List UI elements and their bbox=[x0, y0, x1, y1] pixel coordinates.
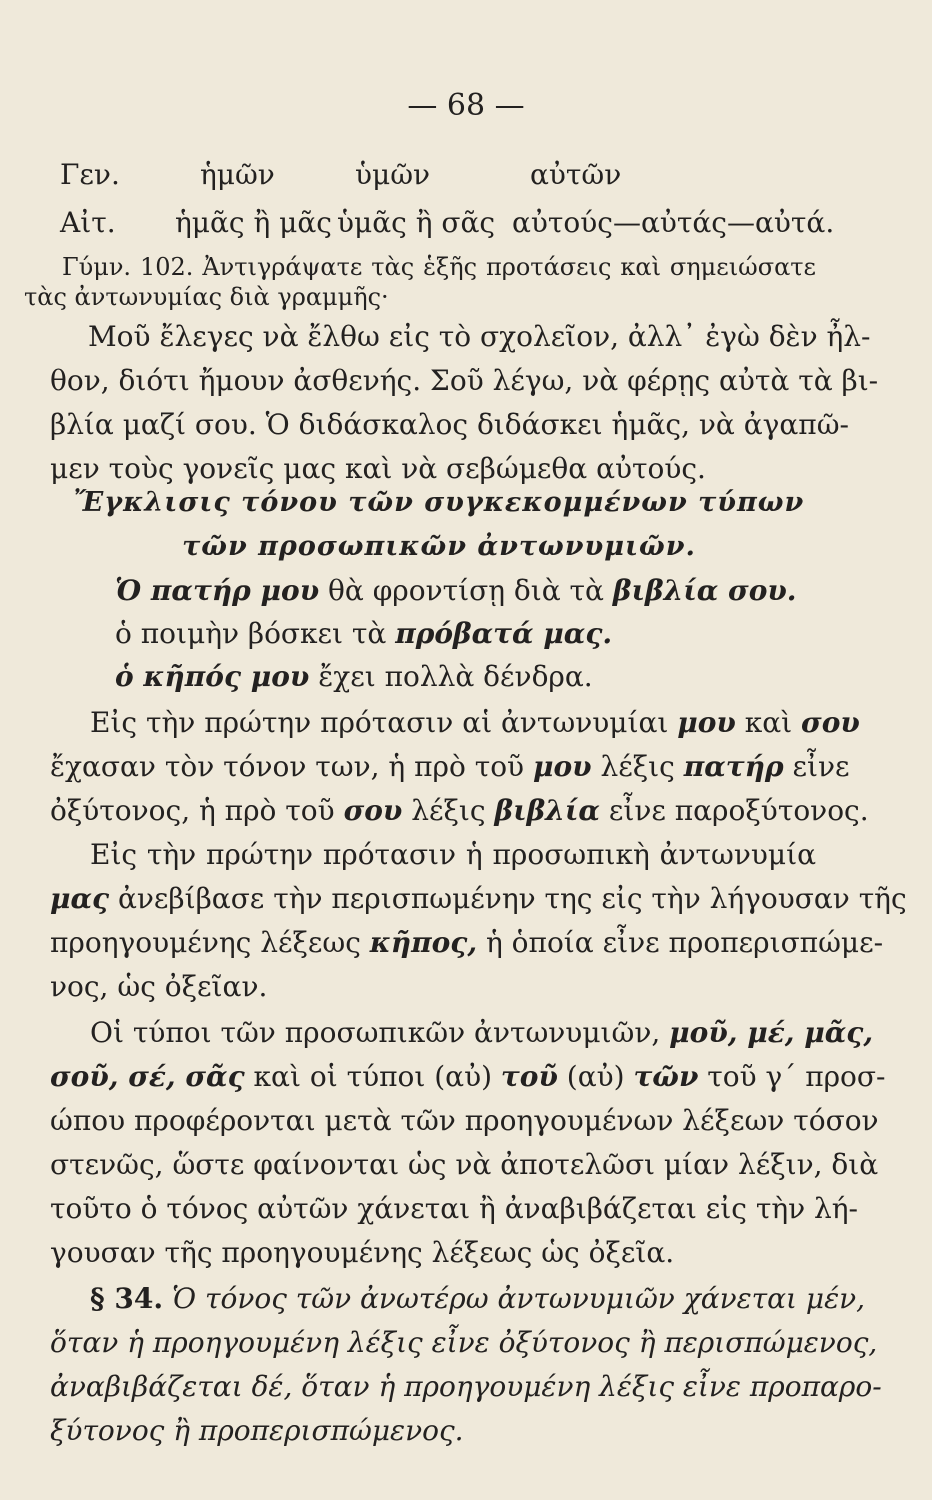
text-line: ώπου προφέρονται μετὰ τῶν προηγουμένων λέξεων τόσον bbox=[50, 1104, 879, 1137]
text-line: σοῦ, σέ, σᾶς καὶ οἱ τύποι (αὐ) τοῦ (αὐ) τῶν τοῦ γ´ προσ- bbox=[50, 1060, 886, 1093]
text-line: Μοῦ ἔλεγες νὰ ἔλθω εἰς τὸ σχολεῖον, ἀλλ᾽ ἐγὼ δὲν ἦλ- bbox=[88, 320, 871, 353]
section-heading: τῶν προσωπικῶν ἀντωνυμιῶν. bbox=[182, 531, 696, 562]
table-cell: αὐτῶν bbox=[530, 158, 622, 191]
text-line: ἔχασαν τὸν τόνον των, ἡ πρὸ τοῦ μου λέξις πατήρ εἶνε bbox=[50, 750, 850, 783]
table-cell: ὑμῶν bbox=[355, 158, 431, 191]
text-line: ὀξύτονος, ἡ πρὸ τοῦ σου λέξις βιβλία εἶνε παροξύτονος. bbox=[50, 794, 869, 827]
text-line: ὅταν ἡ προηγουμένη λέξις εἶνε ὀξύτονος ἢ περισπώμενος, bbox=[50, 1326, 878, 1359]
exercise-line: Γύμν. 102. Ἀντιγράψατε τὰς ἑξῆς προτάσεις καὶ σημειώσατε bbox=[62, 253, 816, 281]
text-line: Εἰς τὴν πρώτην πρότασιν ἡ προσωπικὴ ἀντωνυμία bbox=[90, 838, 816, 871]
table-label: Γεν. bbox=[60, 158, 120, 191]
text-line: Εἰς τὴν πρώτην πρότασιν αἱ ἀντωνυμίαι μου καὶ σου bbox=[90, 706, 860, 739]
text-line: μεν τοὺς γονεῖς μας καὶ νὰ σεβώμεθα αὐτούς. bbox=[50, 452, 706, 485]
example-line: ὁ κῆπός μου ἔχει πολλὰ δένδρα. bbox=[115, 660, 593, 693]
text-line: βλία μαζί σου. Ὁ διδάσκαλος διδάσκει ἡμᾶς, νὰ ἀγαπῶ- bbox=[50, 408, 849, 441]
text-line: Οἱ τύποι τῶν προσωπικῶν ἀντωνυμιῶν, μοῦ, μέ, μᾶς, bbox=[90, 1016, 874, 1049]
example-line: Ὁ πατήρ μου θὰ φροντίσῃ διὰ τὰ βιβλία σου. bbox=[115, 574, 797, 607]
example-line: ὁ ποιμὴν βόσκει τὰ πρόβατά μας. bbox=[115, 617, 613, 650]
text-line: τοῦτο ὁ τόνος αὐτῶν χάνεται ἢ ἀναβιβάζεται εἰς τὴν λή- bbox=[50, 1192, 859, 1225]
page-number: — 68 — bbox=[407, 88, 525, 123]
section-heading: Ἔγκλισις τόνου τῶν συγκεκομμένων τύπων bbox=[73, 487, 805, 518]
text-line: γουσαν τῆς προηγουμένης λέξεως ὡς ὀξεῖα. bbox=[50, 1236, 675, 1269]
table-cell: αὐτούς—αὐτάς—αὐτά. bbox=[512, 206, 835, 239]
table-cell: ὑμᾶς ἢ σᾶς bbox=[337, 206, 496, 239]
text-line: νος, ὡς ὀξεῖαν. bbox=[50, 970, 268, 1003]
text-line: θον, διότι ἤμουν ἀσθενής. Σοῦ λέγω, νὰ φέρῃς αὐτὰ τὰ βι- bbox=[50, 364, 879, 397]
text-line: ξύτονος ἢ προπερισπώμενος. bbox=[50, 1414, 464, 1447]
table-label: Αἰτ. bbox=[60, 206, 116, 239]
text-line: στενῶς, ὥστε φαίνονται ὡς νὰ ἀποτελῶσι μίαν λέξιν, διὰ bbox=[50, 1148, 879, 1181]
exercise-line: τὰς ἀντωνυμίας διὰ γραμμῆς· bbox=[24, 283, 389, 311]
text-line: προηγουμένης λέξεως κῆπος, ἡ ὁποία εἶνε προπερισπώμε- bbox=[50, 926, 884, 959]
text-line: μας ἀνεβίβασε τὴν περισπωμένην της εἰς τὴν λήγουσαν τῆς bbox=[50, 882, 907, 915]
text-line: ἀναβιβάζεται δέ, ὅταν ἡ προηγουμένη λέξις εἶνε προπαρο- bbox=[50, 1370, 882, 1403]
text-line: § 34. Ὁ τόνος τῶν ἀνωτέρω ἀντωνυμιῶν χάνεται μέν, bbox=[90, 1282, 866, 1315]
table-cell: ἡμᾶς ἢ μᾶς bbox=[175, 206, 332, 239]
table-cell: ἡμῶν bbox=[200, 158, 275, 191]
